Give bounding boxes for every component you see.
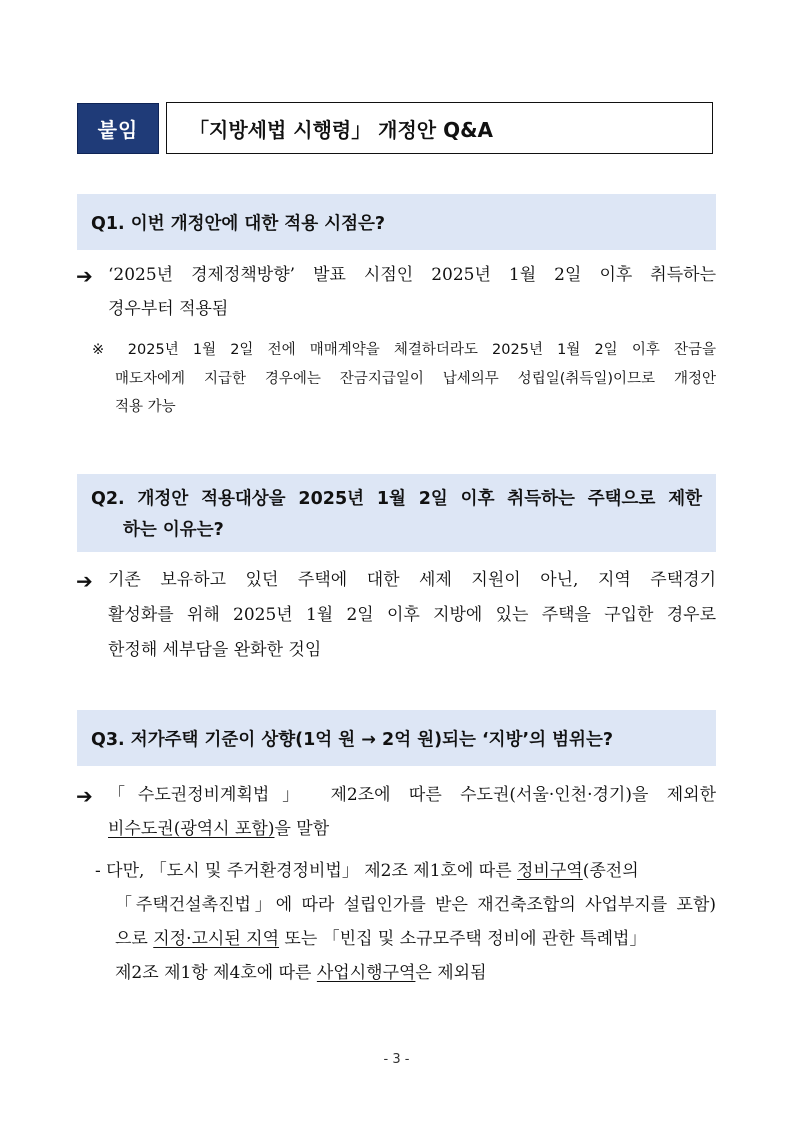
question-1-box (77, 194, 716, 250)
question-2-line-2: 하는 이유는? (123, 520, 224, 540)
question-2-line-1: Q2. 개정안 적용대상을 2025년 1월 2일 이후 취득하는 주택으로 제한 (91, 489, 702, 509)
answer-3-line-2-rest: 을 말함 (274, 819, 330, 839)
answer-3-line-1: 「수도권정비계획법」 제2조에 따른 수도권(서울·인천·경기)을 제외한 (108, 785, 716, 805)
arrow-icon: ➔ (76, 569, 93, 593)
sub-3-line-4-a: 제2조 제1항 제4호에 따른 (115, 963, 317, 983)
answer-2-line-1: 기존 보유하고 있던 주택에 대한 세제 지원이 아닌, 지역 주택경기 (108, 570, 716, 590)
answer-2-line-2: 활성화를 위해 2025년 1월 2일 이후 지방에 있는 주택을 구입한 경우로 (108, 605, 716, 625)
note-1-line-2: 매도자에게 지급한 경우에는 잔금지급일이 납세의무 성립일(취득일)이므로 개정안 (115, 371, 716, 387)
sub-3-line-3 (115, 931, 646, 948)
arrow-icon: ➔ (76, 784, 93, 808)
project-area-term: 사업시행구역 (316, 963, 416, 983)
answer-1-line-2: 경우부터 적용됨 (108, 299, 229, 319)
sub-3-line-4-b: 은 제외됨 (415, 963, 487, 983)
question-2-box (77, 474, 716, 552)
sub-3-line-3-a: 으로 (115, 929, 154, 949)
sub-3-line-1-a: - 다만, 「도시 및 주거환경정비법」 제2조 제1호에 따른 (95, 861, 518, 881)
page-number: - 3 - (383, 1052, 410, 1067)
appendix-tag: 붙임 (77, 103, 159, 154)
sub-3-line-3-b: 또는 「빈집 및 소규모주택 정비에 관한 특례법」 (279, 929, 647, 949)
note-1-line-3: 적용 가능 (115, 399, 176, 415)
sub-3-line-4 (115, 965, 487, 982)
answer-2-line-3: 한정해 세부담을 완화한 것임 (108, 640, 322, 660)
question-1-text: Q1. 이번 개정안에 대한 적용 시점은? (91, 213, 386, 234)
sub-3-line-1-b: (종전의 (582, 861, 639, 881)
note-1-line-1: ※ 2025년 1월 2일 전에 매매계약을 체결하더라도 2025년 1월 2일 이후 잔금을 (92, 342, 716, 358)
designated-area-term: 지정·고시된 지역 (153, 929, 280, 949)
arrow-icon: ➔ (76, 264, 93, 288)
sub-3-line-2: 「주택건설촉진법」에 따라 설립인가를 받은 재건축조합의 사업부지를 포함) (115, 895, 716, 915)
document-title (166, 102, 713, 154)
non-capital-region-term: 비수도권(광역시 포함) (108, 819, 275, 839)
sub-3-line-1 (95, 863, 639, 880)
answer-3-line-2 (108, 821, 329, 838)
question-3-text: Q3. 저가주택 기준이 상향(1억 원 → 2억 원)되는 ‘지방’의 범위는? (91, 729, 613, 750)
document-title-text: 「지방세법 시행령」 개정안 Q&A (189, 117, 494, 142)
question-3-box (77, 710, 716, 766)
maintenance-zone-term: 정비구역 (517, 861, 583, 881)
answer-1-line-1: ‘2025년 경제정책방향’ 발표 시점인 2025년 1월 2일 이후 취득하는 (108, 265, 716, 285)
